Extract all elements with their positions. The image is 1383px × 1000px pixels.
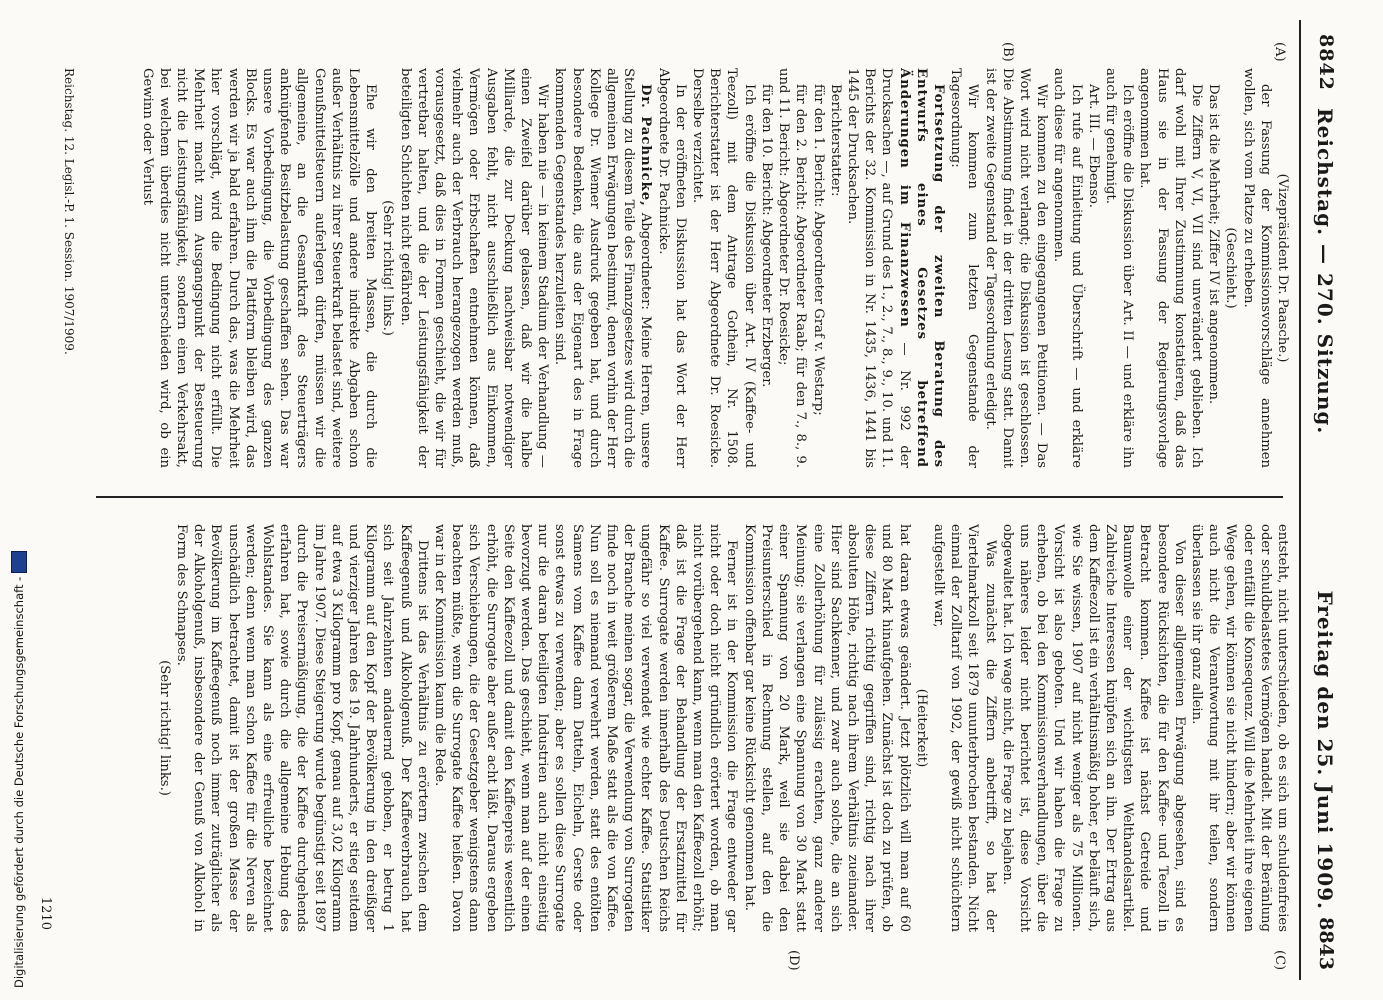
credit-text: Digitalisierung gefördert durch die Deutsche Forschungsgemeinschaft -	[12, 576, 26, 988]
left-running-title: Reichstag. — 270. Sitzung.	[1313, 108, 1337, 435]
right-running-title: Freitag den 25. Juni 1909.	[1313, 590, 1337, 910]
reaction: (Heiterkeit)	[913, 688, 929, 768]
reaction: (Geschieht.)	[1223, 227, 1239, 309]
agenda-item-rest: — Nr. 992 der Drucksachen —, auf Grund des 1., 2., 7., 8., 9., 10. und 11. Berichts der 32. Kommission in Nr. 1435, 1436, 1441 bis 1445 der Drucksachen.	[844, 68, 912, 468]
right-text-column	[90, 524, 1291, 932]
paragraph: hat daran etwas geändert. Jetzt plötzlich will man auf 60 und 80 Mark hinaufgehen. Zunächst ist doch zu prüfen, ob diese Ziffern richtig gegriffen sind, richtig nach ihrer absoluten Höhe, richtig nach ihrem Verhältnis zueinander. Hier sind Sachkenner, und zwar auch solche, die an sich eine Zollerhöhung für zulässig erachten, ganz anderer Meinung; sie verlangen eine Spannung von 30 Mark statt einer Spannung von 20 Mark, weil sie dabei den Preisunterschied in Rechnung stellen, auf den die Kommission offenbar gar keine Rücksicht genommen hat.	[741, 524, 912, 932]
paragraph: Ich eröffne die Diskussion über Art. II — und erkläre ihn auch für genehmigt.	[1102, 68, 1136, 468]
speaker-name: Dr. Pachnicke,	[638, 84, 654, 207]
agenda-item	[844, 68, 947, 468]
paragraph: Von dieser allgemeinen Erwägung abgesehen, sind es besondere Rücksichten, die für den Kaffee- und Teezoll in Betracht kommen. Kaffee ist nächst Getreide und Baumwolle einer der wichtigsten Welthandelsartikel. Zahlreiche Interessen knüpfen sich an ihn. Der Ertrag aus dem Kaffeezoll ist ein verhältnismäßig hoher, er beläuft sich, wie Sie wissen, 1907 auf nicht weniger als 75 Millionen. Vorsicht ist also geboten. Und wir haben die Frage zu erheben, ob bei den Kommissionsverhandlungen, über die uns näheres leider nicht berichtet ist, diese Vorsicht obgewaltet hat. Ich wage nicht, die Frage zu bejahen.	[999, 524, 1187, 932]
paragraph: Das ist die Mehrheit; Ziffer IV ist angenommen.	[1206, 84, 1222, 405]
speech-text: Abgeordneter: Meine Herren, unsere Stellung zu diesem Teile des Finanzgesetzes wird durch die allgemeinen Erwägungen bestimmt, denen vorhin der Herr Kollege Dr. Wiemer Ausdruck gegeben hat, und durch besondere Bedenken, die aus der Eigenart des in Frage kommenden Gegenstandes herzuleiten sind.	[552, 68, 654, 468]
paragraph: Ehe wir den breiten Massen, die durch die Lebensmittelzölle und andere indirekte Abgaben schon außer Verhältnis zu ihrer Steuerkraft belastet sind, weitere Genußmittelsteuern auferlegen dürfen, müssen wir die allgemeine, an die Gesamtkraft des Steuerträgers anknüpfende Besitzbelastung geschaffen sehen. Das war unsere Vorbedingung, die Vorbedingung des ganzen Blocks. Es war auch ihm die Plattform bleiben wird, das werden wir ja bald erfahren. Durch das, was die Mehrheit hier vorschlägt, wird die Bedingung nicht erfüllt. Die Mehrheit macht zum Ausgangspunkt der Besteuerung nicht die Leistungsfähigkeit, sondern einen Verkehrsakt, bei welchem überdies nicht unterschieden wird, ob ein Gewinn oder Verlust	[139, 68, 379, 468]
margin-marker-b: (B)	[1000, 42, 1015, 62]
margin-marker-c: (C)	[1272, 950, 1287, 971]
agenda-item-title: Fortsetzung der zweiten Beratung des Entwurfs eines Gesetzes betreffend Änderungen im Finanzwesen	[896, 68, 946, 468]
reaction: (Sehr richtig! links.)	[156, 660, 172, 796]
footer-page-signature: 1210	[38, 896, 53, 930]
paragraph: Ich eröffne die Diskussion über Art. IV (Kaffee- und Teezoll) mit dem Antrage Gothein, Nr. 1508. Berichterstatter ist der Herr Abgeordnete Dr. Roesicke. Derselbe verzichtet.	[690, 68, 757, 468]
paragraph: In der eröffneten Diskussion hat das Wort der Herr Abgeordnete Dr. Pachnicke.	[655, 68, 688, 468]
paragraph: Art. III. — Ebenso.	[1085, 84, 1101, 208]
digitization-credit	[8, 6, 30, 1000]
paragraph: Ferner ist in der Kommission die Frage entweder gar nicht oder doch nicht gründlich erörtert worden, ob man nicht vorübergehend kann, wenn man den Kaffeezoll erhöht; daß ist die Frage der Behandlung der Ersatzmittel für Kaffee. Surrogate werden innerhalb des Deutschen Reichs ungefähr so viel verwendet wie echter Kaffee. Statistiker der Branche meinen sogar, die Verwendung von Surrogaten finde noch in weit größerem Maße statt als die von Kaffee. Nun soll es niemand verwehrt werden, statt des entölten Samens vom Kaffee dann Datteln, Eicheln, Gerste oder sonst etwas zu verwenden; aber es sollen diese Surrogate nur die daran beteiligten Industrien auch nicht einseitig bevorzugt werden. Das geschieht, wenn man auf der einen Seite den Kaffeezoll und damit den Kaffeepreis wesentlich erhöht, die Surrogate aber außer acht läßt. Daraus ergeben sich Verschiebungen, die der Gesetzgeber wenigstens dann beachten müßte, wenn die Surrogate Kaffee heißen. Davon war in der Kommission kaum die Rede.	[432, 524, 740, 932]
paragraph: der Fassung der Kommissionsvorschläge annehmen wollen, sich vom Platze zu erheben.	[1240, 68, 1273, 468]
paragraph: Was zunächst die Ziffern anbetrifft, so hat der Viertelmarkzoll seit 1879 ununterbrochen bestanden. Nicht einmal der Zolltarif von 1902, der gewiß nicht schüchtern aufgestellt war,	[930, 524, 998, 932]
paragraph: Ich rufe auf Einleitung und Überschrift — und erkläre auch diese für angenommen.	[1051, 68, 1084, 468]
paragraph: Wir kommen zu den eingegangenen Petitionen. — Das Wort wird nicht verlangt; die Diskussion ist geschlossen. Die Abstimmung findet in der dritten Lesung statt. Damit ist der zweite Gegenstand der Tagesordnung erledigt.	[982, 68, 1050, 468]
speech-paragraph	[551, 68, 654, 468]
column-divider	[96, 496, 1283, 498]
left-page-number: 8842	[1315, 34, 1337, 91]
paragraph: Wir kommen zum letzten Gegenstande der Tagesordnung:	[948, 68, 981, 468]
paragraph: Wir haben nie — in keinem Stadium der Verhandlung — einen Zweifel darüber gelassen, daß wir die halbe Milliarde, die zur Deckung nachweisbar notwendiger Ausgaben fehlt, nicht ausschließlich aus Einkommen, Vermögen oder Erbschaften entnehmen können, daß vielmehr auch der Verbrauch herangezogen werden muß, vorausgesetzt, daß dies in Formen geschieht, die wir für vertretbar halten, und die der Leistungsfähigkeit der beteiligten Schichten nicht gefährden.	[397, 68, 551, 468]
right-page-number: 8843	[1315, 917, 1337, 970]
speaker-line: (Vizepräsident Dr. Paasche.)	[1275, 173, 1290, 363]
reaction: (Sehr richtig! links.)	[380, 200, 396, 336]
paragraph: für den 10. Bericht: Abgeordneter Erzberger.	[758, 84, 774, 388]
paragraph: Drittens ist das Verhältnis zu erörtern zwischen dem Kaffeegenuß und Alkoholgenuß. Der Kaffeeverbrauch hat sich seit Jahrzehnten andauernd gehoben, er betrug 1 Kilogramm auf den Kopf der Bevölkerung in den dreißiger und vierziger Jahren des 19. Jahrhunderts, er stieg seitdem auf etwa 3 Kilogramm pro Kopf, genau auf 3,02 Kilogramm im Jahre 1907. Diese Steigerung wurde begünstigt seit 1897 durch die Preisermäßigung, die der Kaffee durchgehends erfahren hat, sowie durch die allgemeine Hebung des Wohlstandes. Sie kann als eine erfreuliche bezeichnet werden; denn wenn man schon Kaffee für die Nerven als unschädlich betrachtet, damit ist der großen Masse der Bevölkerung im Kaffeegenuß noch immer zuträglicher als der Alkoholgenuß, insbesondere der Genuß von Alkohol in Form des Schnapses.	[174, 524, 430, 932]
margin-marker-a: (A)	[1272, 42, 1287, 62]
paragraph: Berichterstatter:	[827, 84, 843, 197]
page-header	[1299, 20, 1383, 980]
margin-marker-d: (D)	[786, 950, 801, 971]
footer-left: Reichstag. 12. Legisl.-P. 1. Session. 1907/1909.	[62, 68, 76, 355]
credit-line	[8, 6, 30, 1000]
paragraph: Die Ziffern V, VI, VII sind unverändert geblieben. Ich darf wohl mit Ihrer Zustimmung konstatieren, daß das Haus sie in der Fassung der Regierungsvorlage angenommen hat.	[1137, 68, 1204, 468]
paragraph: für den 2. Bericht: Abgeordneter Raab; für den 7., 8., 9. und 11. Bericht: Abgeordneter Dr. Roesicke;	[776, 68, 809, 468]
paragraph: entsteht, nicht unterschieden, ob es sich um schuldenfreies oder schuldbelastetes Vermögen handelt. Mit der Beränlung oder entfällt die Konsequenz. Will die Mehrheit ihre eigenen Wege gehen, wir können sie nicht hindern; aber wir können auch nicht die Verantwortung mit ihr teilen, sondern überlassen sie ihr ganz allein.	[1188, 524, 1290, 932]
left-text-column	[90, 68, 1291, 468]
dfg-logo-icon	[11, 551, 27, 573]
paragraph: für den 1. Bericht: Abgeordneter Graf v. Westarp;	[810, 84, 826, 416]
